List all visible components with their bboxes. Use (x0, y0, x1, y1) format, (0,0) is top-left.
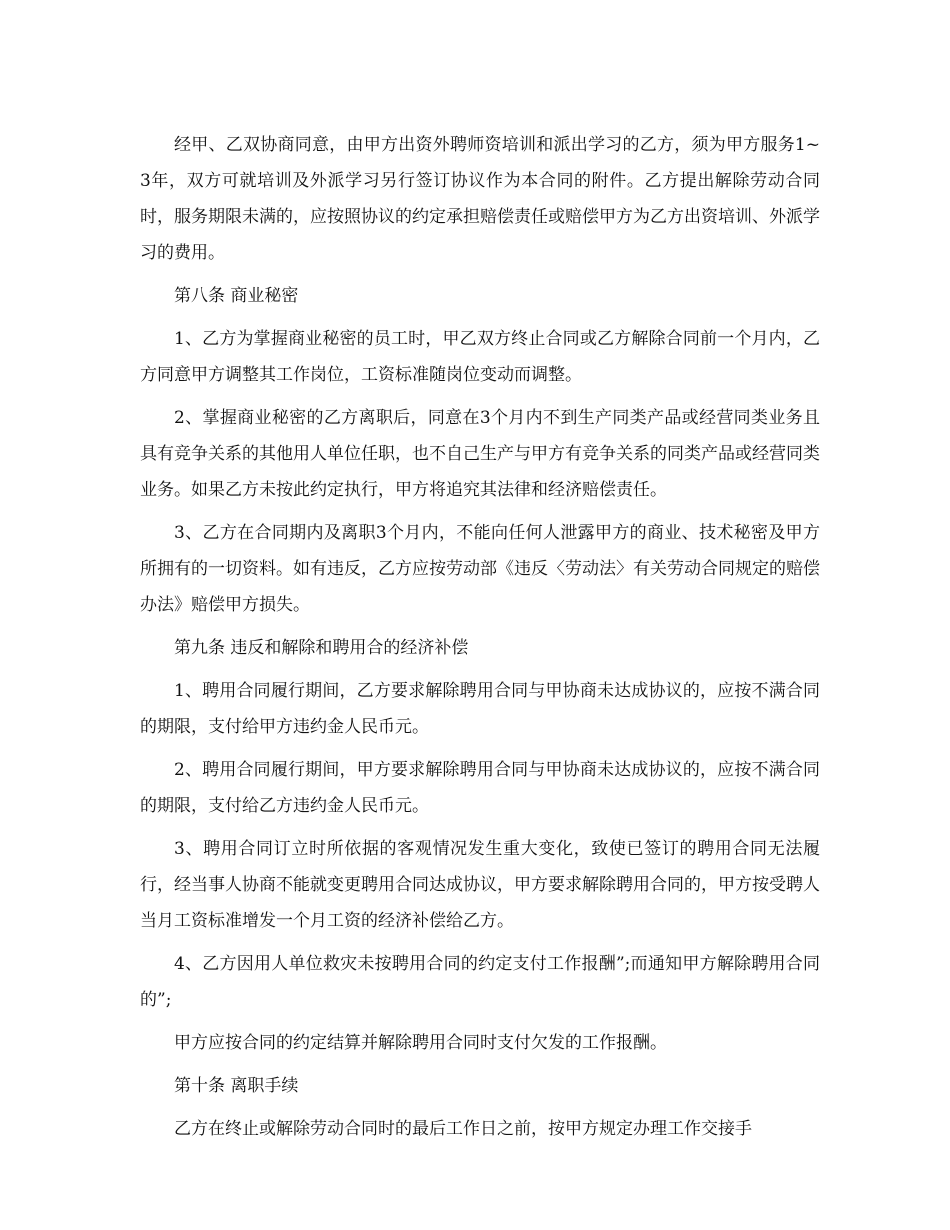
article-9-clause-1: 1、聘用合同履行期间，乙方要求解除聘用合同与甲协商未达成协议的，应按不满合同的期限，支付给甲方违约金人民币元。 (140, 681, 820, 737)
article-8-clause-1: 1、乙方为掌握商业秘密的员工时，甲乙双方终止合同或乙方解除合同前一个月内，乙方同意甲方调整其工作岗位，工资标准随岗位变动而调整。 (140, 329, 820, 385)
article-8-clause-2: 2、掌握商业秘密的乙方离职后，同意在3个月内不到生产同类产品或经营同类业务且具有竞争关系的其他用人单位任职，也不自己生产与甲方有竞争关系的同类产品或经营同类业务。如果乙方未按此约定执行，甲方将追究其法律和经济赔偿责任。 (140, 408, 820, 500)
article-8-clause-3: 3、乙方在合同期内及离职3个月内，不能向任何人泄露甲方的商业、技术秘密及甲方所拥有的一切资料。如有违反，乙方应按劳动部《违反〈劳动法〉有关劳动合同规定的赔偿办法》赔偿甲方损失。 (140, 523, 820, 615)
article-10-clause-intro: 乙方在终止或解除劳动合同时的最后工作日之前，按甲方规定办理工作交接手 (174, 1119, 752, 1139)
article-9-clause-4: 4、乙方因用人单位救灾未按聘用合同的约定支付工作报酬”;而通知甲方解除聘用合同的”; (140, 954, 820, 1010)
article-8-heading: 第八条 商业秘密 (174, 286, 299, 306)
article-9-heading: 第九条 违反和解除和聘用合的经济补偿 (174, 638, 469, 658)
article-9-clause-3: 3、聘用合同订立时所依据的客观情况发生重大变化，致使已签订的聘用合同无法履行，经当事人协商不能就变更聘用合同达成协议，甲方要求解除聘用合同的，甲方按受聘人当月工资标准增发一个月工资的经济补偿给乙方。 (140, 839, 820, 931)
paragraph-training-service-term: 经甲、乙双协商同意，由甲方出资外聘师资培训和派出学习的乙方，须为甲方服务1~3年，双方可就培训及外派学习另行签订协议作为本合同的附件。乙方提出解除劳动合同时，服务期限未满的，应按照协议的约定承担赔偿责任或赔偿甲方为乙方出资培训、外派学习的费用。 (140, 135, 820, 263)
article-9-clause-4-continued: 甲方应按合同的约定结算并解除聘用合同时支付欠发的工作报酬。 (174, 1033, 667, 1053)
article-10-heading: 第十条 离职手续 (174, 1076, 299, 1096)
article-9-clause-2: 2、聘用合同履行期间，甲方要求解除聘用合同与甲协商未达成协议的，应按不满合同的期限，支付给乙方违约金人民币元。 (140, 760, 820, 816)
document-body (140, 127, 820, 1154)
